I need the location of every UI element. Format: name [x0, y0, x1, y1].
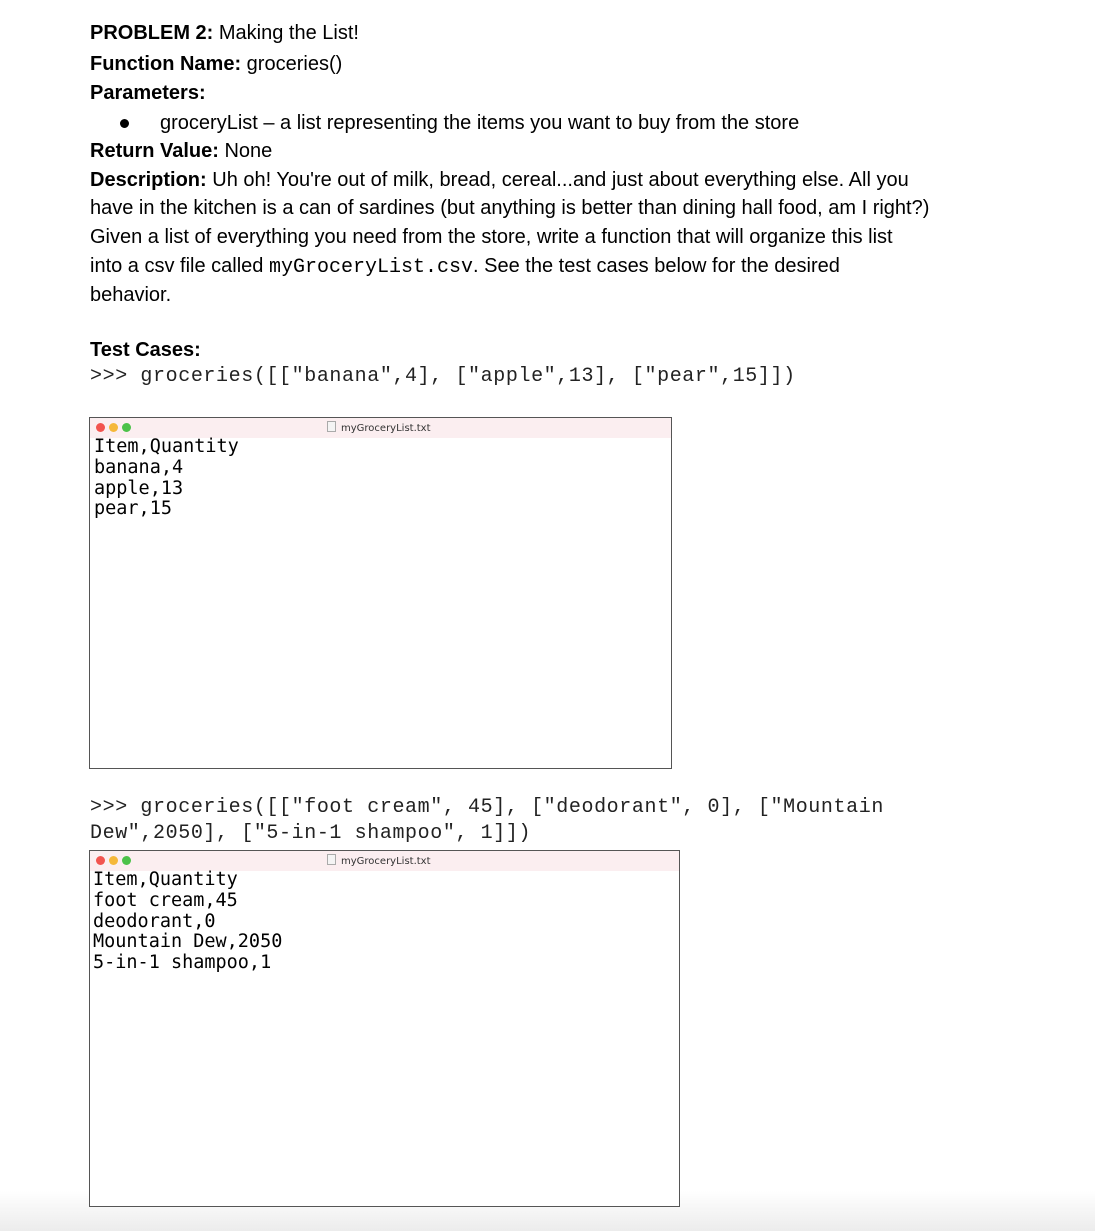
description-text-4a: into a csv file called — [90, 255, 269, 277]
parameter-item: groceryList – a list representing the items you want to buy from the store — [160, 112, 800, 134]
function-name-line — [90, 50, 342, 78]
window-titlebar — [90, 851, 679, 871]
problem-label: PROBLEM 2: — [90, 22, 214, 44]
zoom-dot-icon[interactable] — [122, 423, 131, 432]
window-title-text: myGroceryList.txt — [341, 856, 431, 867]
file-content — [93, 870, 282, 974]
parameters-label: Parameters: — [90, 82, 206, 104]
window-titlebar — [90, 418, 671, 438]
window-title — [327, 854, 431, 867]
test-case-1-call: >>> groceries([["banana",4], ["apple",13], ["pear",15]]) — [90, 365, 796, 388]
csv-filename: myGroceryList.csv — [268, 256, 474, 279]
bullet-icon — [120, 119, 129, 128]
return-value-line — [90, 137, 272, 165]
output-window-2 — [89, 850, 680, 1207]
close-dot-icon[interactable] — [96, 856, 105, 865]
problem-heading — [90, 19, 359, 47]
parameters-heading — [90, 79, 206, 107]
file-line: 5-in-1 shampoo,1 — [93, 952, 272, 974]
function-name-label: Function Name: — [90, 53, 242, 75]
file-line: Mountain Dew,2050 — [93, 931, 283, 953]
description-text-4b: . See the test cases below for the desired — [473, 255, 840, 277]
file-line: apple,13 — [94, 477, 184, 499]
test-case-2-call-line-2: Dew",2050], ["5-in-1 shampoo", 1]]) — [90, 822, 532, 845]
window-title — [327, 421, 431, 434]
file-icon — [327, 854, 336, 865]
description-line-4 — [90, 252, 840, 282]
file-line: deodorant,0 — [93, 910, 216, 932]
minimize-dot-icon[interactable] — [109, 856, 118, 865]
file-line: banana,4 — [94, 456, 184, 478]
output-window-1 — [89, 417, 672, 769]
file-line: Item,Quantity — [94, 436, 239, 457]
test-cases-heading — [90, 336, 201, 364]
zoom-dot-icon[interactable] — [122, 856, 131, 865]
minimize-dot-icon[interactable] — [109, 423, 118, 432]
file-line: pear,15 — [94, 498, 172, 520]
test-cases-label: Test Cases: — [90, 339, 201, 361]
problem-title: Making the List! — [213, 22, 359, 44]
description-line-5: behavior. — [90, 284, 172, 306]
return-value-label: Return Value: — [90, 140, 219, 162]
file-line: foot cream,45 — [93, 889, 238, 911]
description-line-1 — [90, 166, 909, 194]
file-icon — [327, 421, 336, 432]
close-dot-icon[interactable] — [96, 423, 105, 432]
return-value-value: None — [218, 140, 273, 162]
file-content — [94, 437, 239, 520]
description-label: Description: — [90, 169, 207, 191]
description-line-2: have in the kitchen is a can of sardines (but anything is better than dining hall food, am I right?) — [90, 197, 930, 219]
description-text-1: Uh oh! You're out of milk, bread, cereal...and just about everything else. All you — [206, 169, 909, 191]
description-line-3: Given a list of everything you need from the store, write a function that will organize this list — [90, 226, 893, 248]
file-line: Item,Quantity — [93, 869, 238, 890]
window-title-text: myGroceryList.txt — [341, 423, 431, 434]
function-name-value: groceries() — [241, 53, 343, 75]
test-case-2-call-line-1: >>> groceries([["foot cream", 45], ["deodorant", 0], ["Mountain — [90, 796, 884, 819]
